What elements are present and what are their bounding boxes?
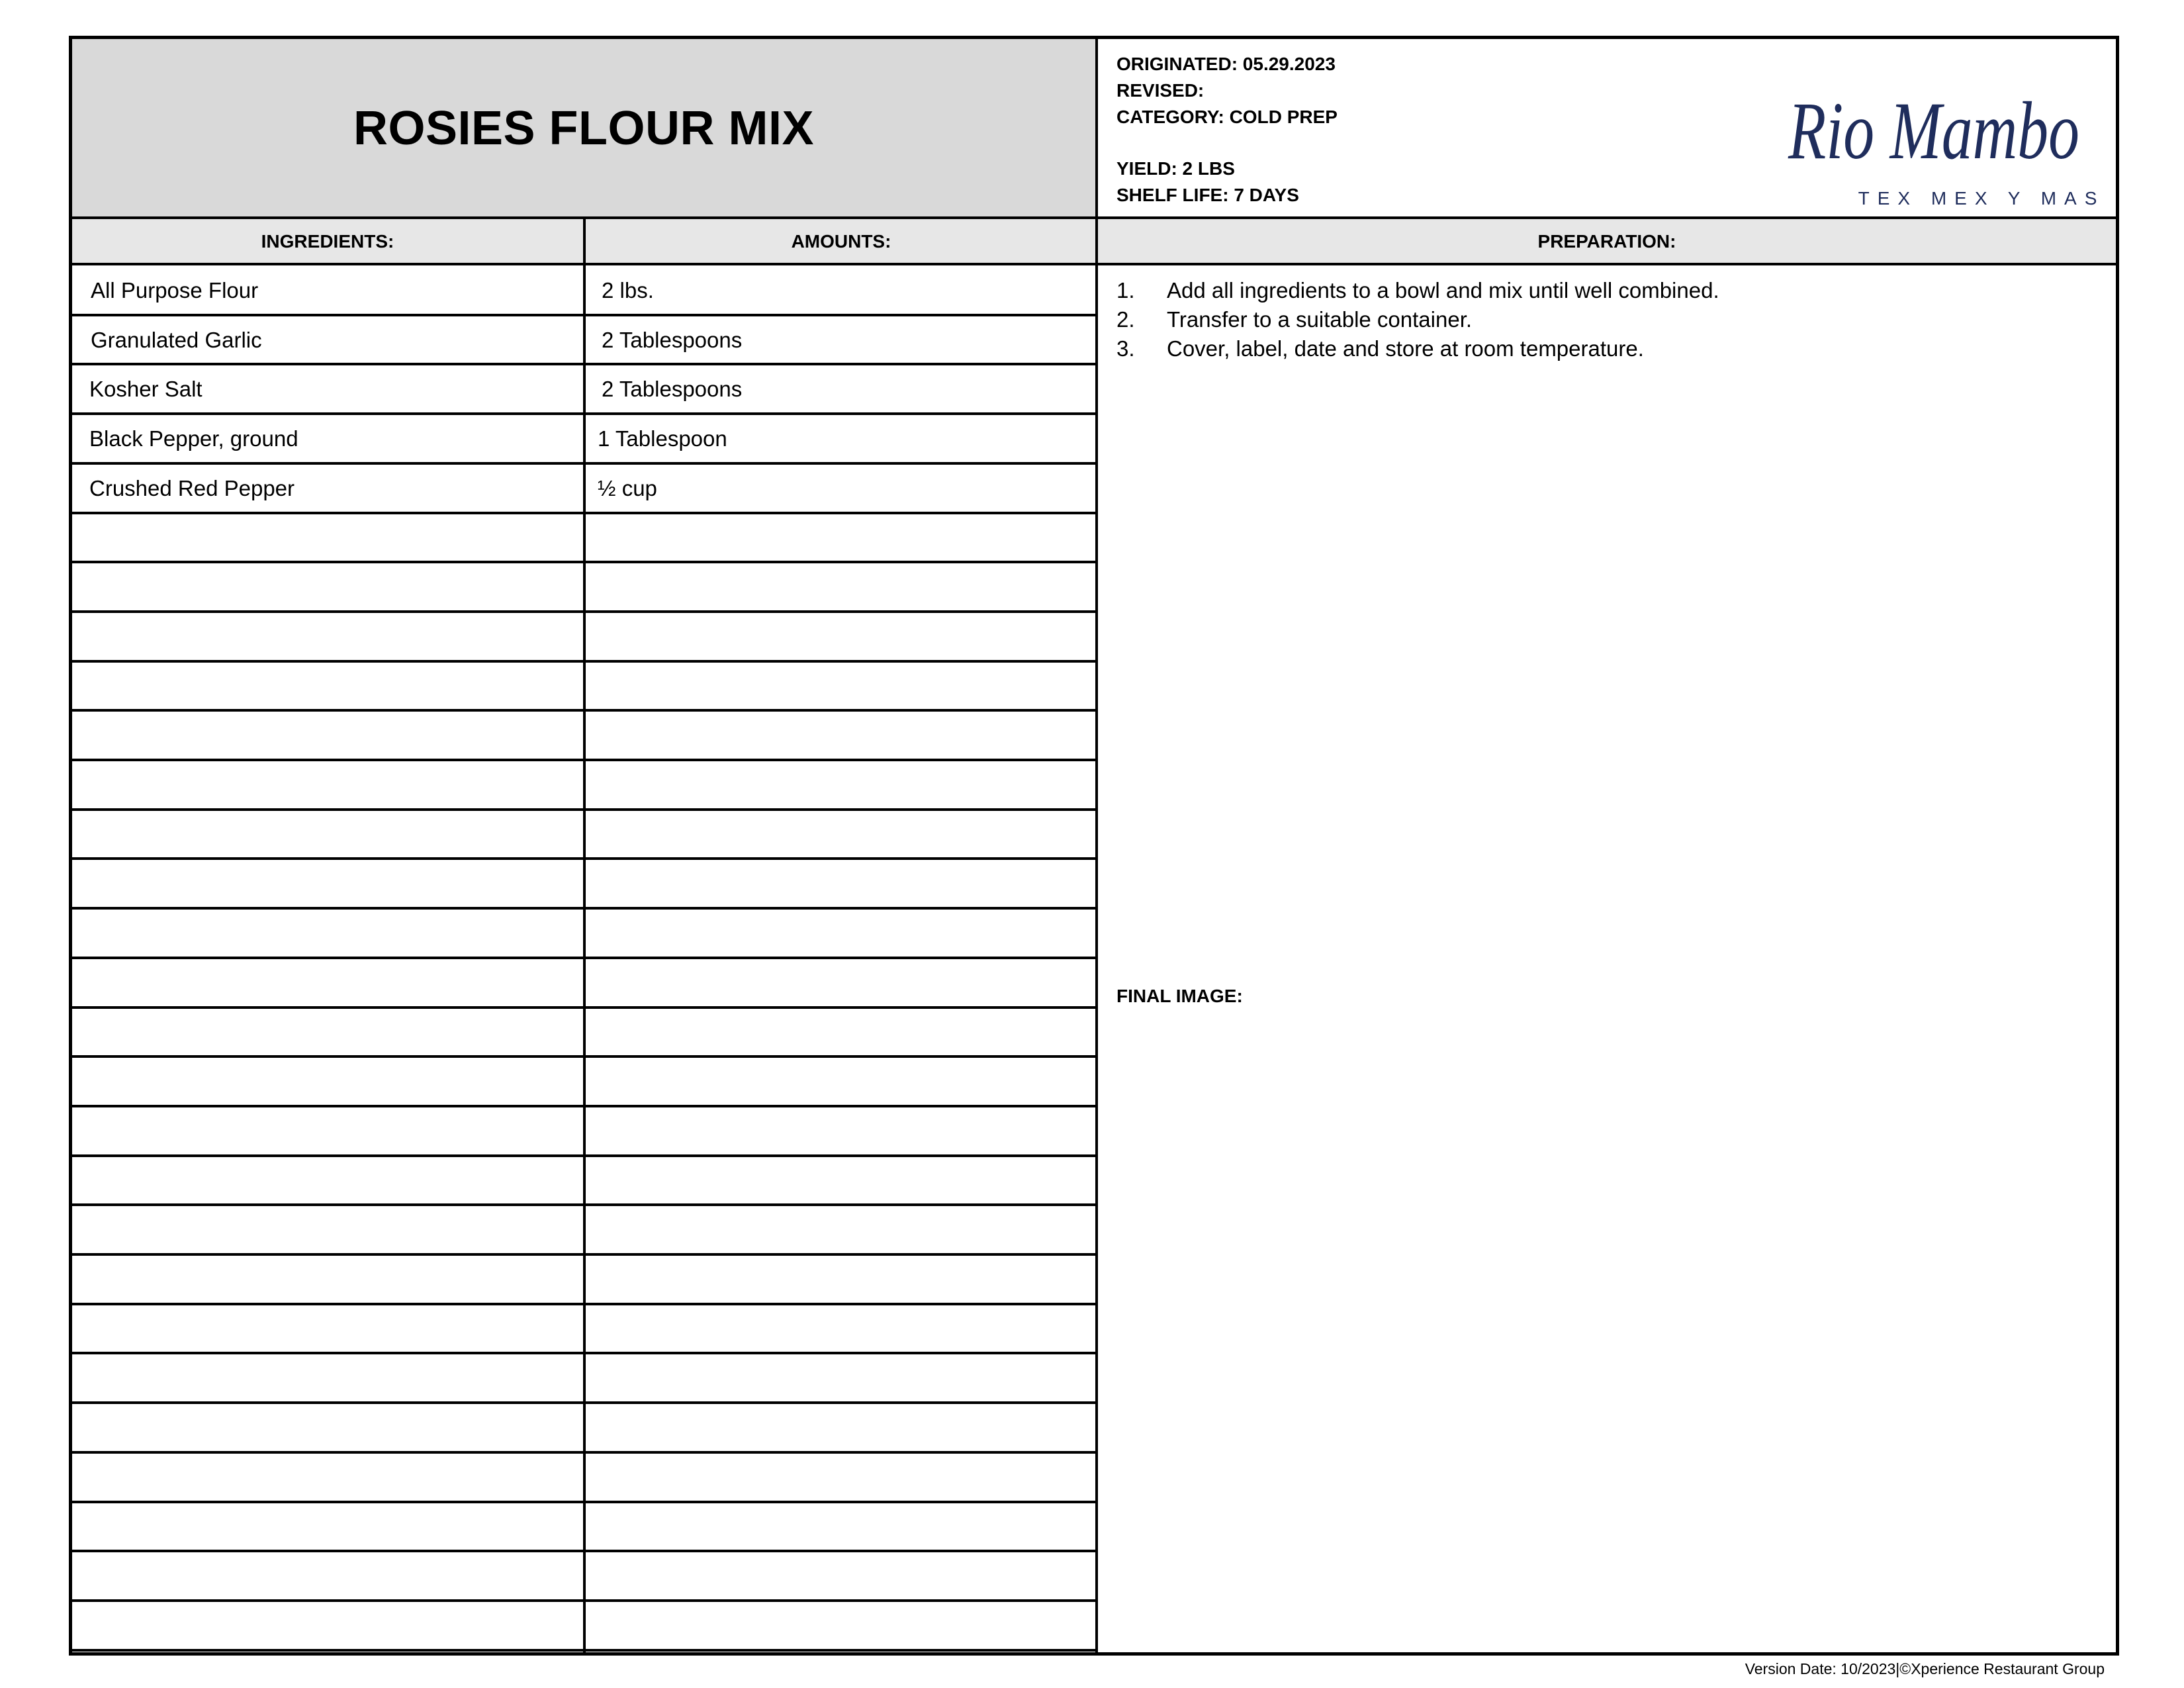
divider <box>1095 39 1098 1652</box>
ingredient-cell: Granulated Garlic <box>91 327 262 352</box>
amount-cell: 1 Tablespoon <box>598 426 727 451</box>
step-number: 3. <box>1116 336 1135 361</box>
title-cell <box>72 39 1095 218</box>
yield: YIELD: 2 LBS <box>1116 158 1235 179</box>
version-footer: Version Date: 10/2023|©Xperience Restaurant Group <box>1745 1660 2105 1677</box>
ingredient-cell: All Purpose Flour <box>91 278 259 303</box>
row-divider <box>72 1501 1097 1503</box>
page-title: ROSIES FLOUR MIX <box>353 102 815 155</box>
row-divider <box>72 1105 1097 1107</box>
divider <box>72 263 2116 265</box>
row-divider <box>72 759 1097 761</box>
rio-mambo-logo <box>1783 72 2105 218</box>
ingredient-cell: Kosher Salt <box>89 377 203 402</box>
row-divider <box>72 314 1097 316</box>
row-divider <box>72 1550 1097 1552</box>
ingredient-cell: Black Pepper, ground <box>89 426 298 451</box>
row-divider <box>72 1401 1097 1404</box>
row-divider <box>72 412 1097 415</box>
row-divider <box>72 512 1097 514</box>
row-divider <box>72 363 1097 365</box>
step-text: Cover, label, date and store at room temperature. <box>1167 336 1644 361</box>
amount-cell: 2 Tablespoons <box>602 377 743 402</box>
row-divider <box>72 1253 1097 1256</box>
recipe-meta <box>1116 51 1338 209</box>
ingredient-cell: Crushed Red Pepper <box>89 475 295 500</box>
step-number: 2. <box>1116 307 1135 332</box>
category: CATEGORY: COLD PREP <box>1116 107 1338 127</box>
amount-cell: 2 lbs. <box>602 278 654 303</box>
recipe-sheet <box>69 36 2119 1656</box>
row-divider <box>72 462 1097 465</box>
row-divider <box>72 561 1097 563</box>
divider <box>72 216 2116 219</box>
row-divider <box>72 1055 1097 1058</box>
amounts-header: AMOUNTS: <box>791 231 891 252</box>
ingredients-header: INGREDIENTS: <box>261 231 394 252</box>
row-divider <box>72 957 1097 959</box>
row-divider <box>72 610 1097 613</box>
divider <box>583 216 586 1652</box>
revised-date: REVISED: <box>1116 80 1205 101</box>
row-divider <box>72 1303 1097 1305</box>
row-divider <box>72 1451 1097 1454</box>
originated-date: ORIGINATED: 05.29.2023 <box>1116 54 1336 74</box>
row-divider <box>72 709 1097 712</box>
row-divider <box>72 660 1097 663</box>
row-divider <box>72 1154 1097 1157</box>
preparation-steps <box>1116 276 2076 363</box>
preparation-step <box>1116 334 2076 363</box>
shelf-life: SHELF LIFE: 7 DAYS <box>1116 185 1299 205</box>
row-divider <box>72 1649 1097 1652</box>
amount-cell: ½ cup <box>598 475 657 500</box>
preparation-step <box>1116 276 2076 305</box>
step-text: Add all ingredients to a bowl and mix until well combined. <box>1167 278 1719 303</box>
row-divider <box>72 1599 1097 1602</box>
step-text: Transfer to a suitable container. <box>1167 307 1473 332</box>
preparation-header: PREPARATION: <box>1537 231 1676 252</box>
row-divider <box>72 907 1097 910</box>
row-divider <box>72 1352 1097 1354</box>
preparation-step <box>1116 305 2076 334</box>
row-divider <box>72 857 1097 860</box>
amount-cell: 2 Tablespoons <box>602 327 743 352</box>
row-divider <box>72 1203 1097 1206</box>
step-number: 1. <box>1116 278 1135 303</box>
row-divider <box>72 808 1097 811</box>
row-divider <box>72 1006 1097 1009</box>
logo-wordmark: Rio Mambo <box>1788 85 2079 176</box>
logo-tagline: TEX MEX Y MAS <box>1858 188 2105 209</box>
final-image-label: FINAL IMAGE: <box>1116 986 1243 1006</box>
